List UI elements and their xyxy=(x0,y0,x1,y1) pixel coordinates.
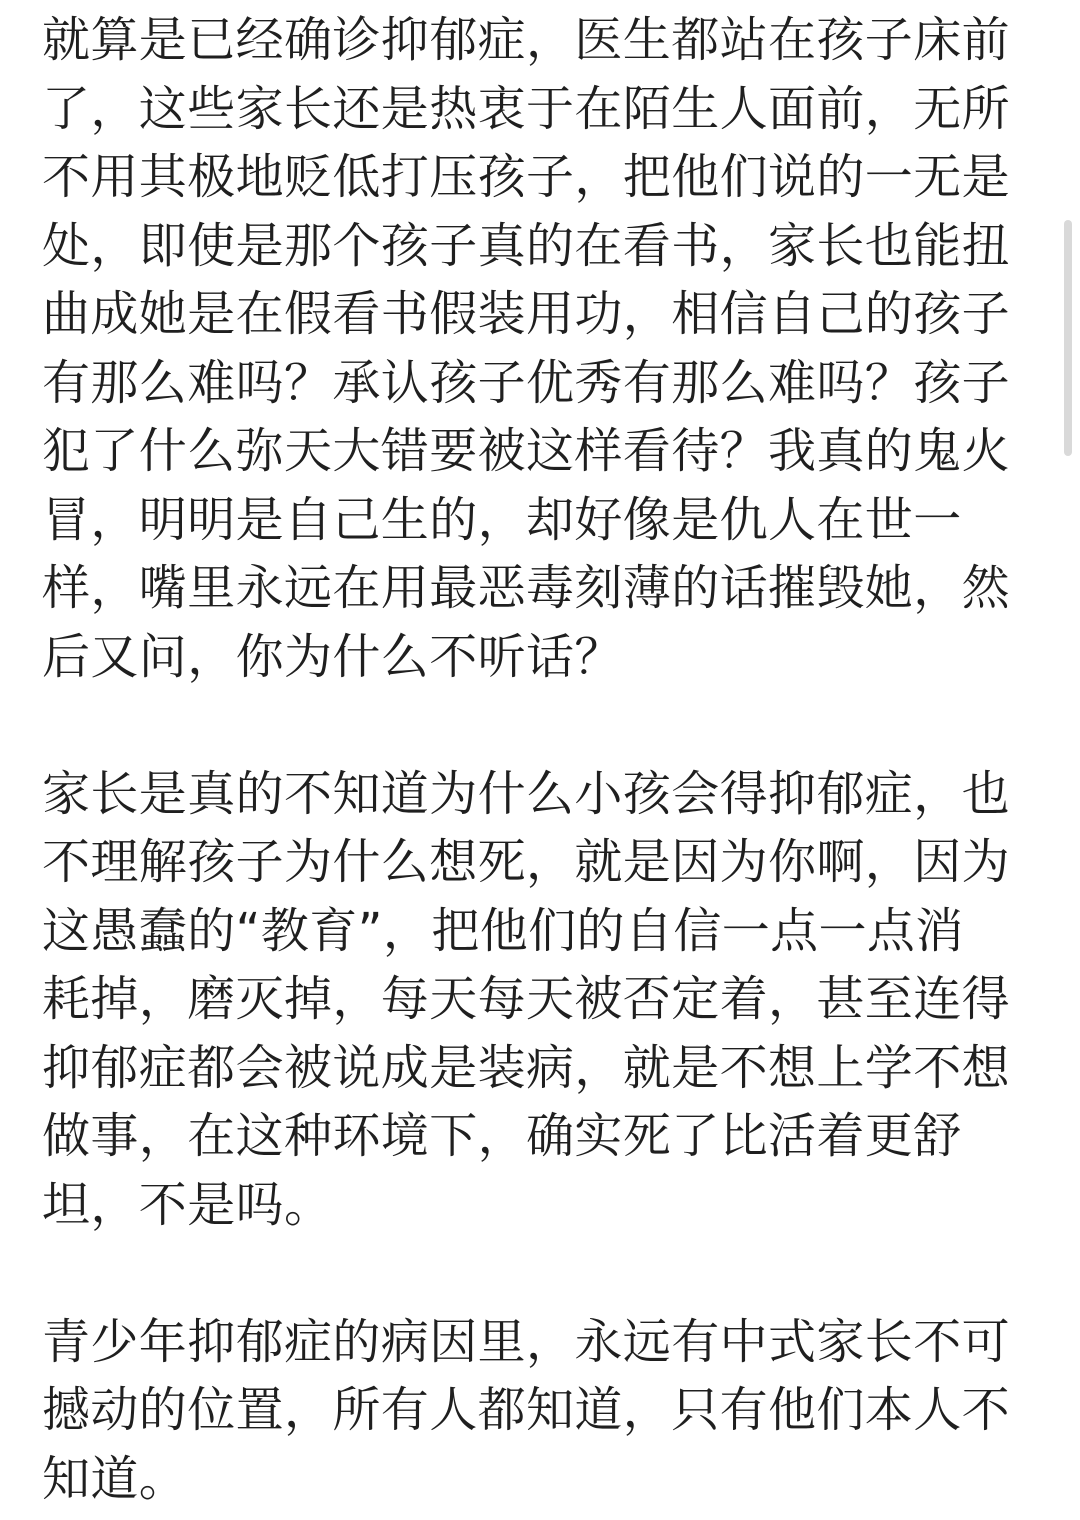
text-line: 曲成她是在假看书假装用功，相信自己的孩子 xyxy=(42,286,1011,342)
paragraph-spacer xyxy=(42,1239,1042,1308)
text-line: 冒，明明是自己生的，却好像是仇人在世一 xyxy=(42,491,962,548)
text-line: 知道。 xyxy=(42,1450,188,1507)
text-line: 坦，不是吗。 xyxy=(42,1176,333,1233)
text-line: 抑郁症都会被说成是装病，就是不想上学不想 xyxy=(42,1039,1011,1096)
scrollbar-thumb[interactable] xyxy=(1064,220,1072,456)
text-line: 不理解孩子为什么想死，就是因为你啊，因为 xyxy=(42,834,1011,890)
text-line: 了，这些家长还是热衷于在陌生人面前，无所 xyxy=(42,80,1011,137)
paragraph-1 xyxy=(42,6,1042,691)
text-line: 后又问，你为什么不听话？ xyxy=(42,628,623,685)
text-line: 就算是已经确诊抑郁症，医生都站在孩子床前 xyxy=(42,12,1011,68)
text-line: 青少年抑郁症的病因里，永远有中式家长不可 xyxy=(42,1313,1011,1370)
paragraph-2 xyxy=(42,760,1042,1240)
text-line: 不用其极地贬低打压孩子，把他们说的一无是 xyxy=(42,149,1011,205)
text-line: 样，嘴里永远在用最恶毒刻薄的话摧毁她，然 xyxy=(42,560,1011,616)
paragraph-3 xyxy=(42,1308,1042,1514)
text-line: 这愚蠢的“教育”，把他们的自信一点一点消 xyxy=(42,902,964,959)
text-line: 撼动的位置，所有人都知道，只有他们本人不 xyxy=(42,1382,1011,1438)
post-body xyxy=(42,6,1042,1520)
paragraph-spacer xyxy=(42,691,1042,760)
text-line: 有那么难吗？承认孩子优秀有那么难吗？孩子 xyxy=(42,354,1011,411)
text-line: 做事，在这种环境下，确实死了比活着更舒 xyxy=(42,1108,962,1164)
text-line: 犯了什么弥天大错要被这样看待？我真的鬼火 xyxy=(42,423,1011,479)
text-line: 耗掉，磨灭掉，每天每天被否定着，甚至连得 xyxy=(42,971,1011,1027)
text-line: 处，即使是那个孩子真的在看书，家长也能扭 xyxy=(42,217,1011,274)
text-line: 家长是真的不知道为什么小孩会得抑郁症，也 xyxy=(42,765,1011,822)
